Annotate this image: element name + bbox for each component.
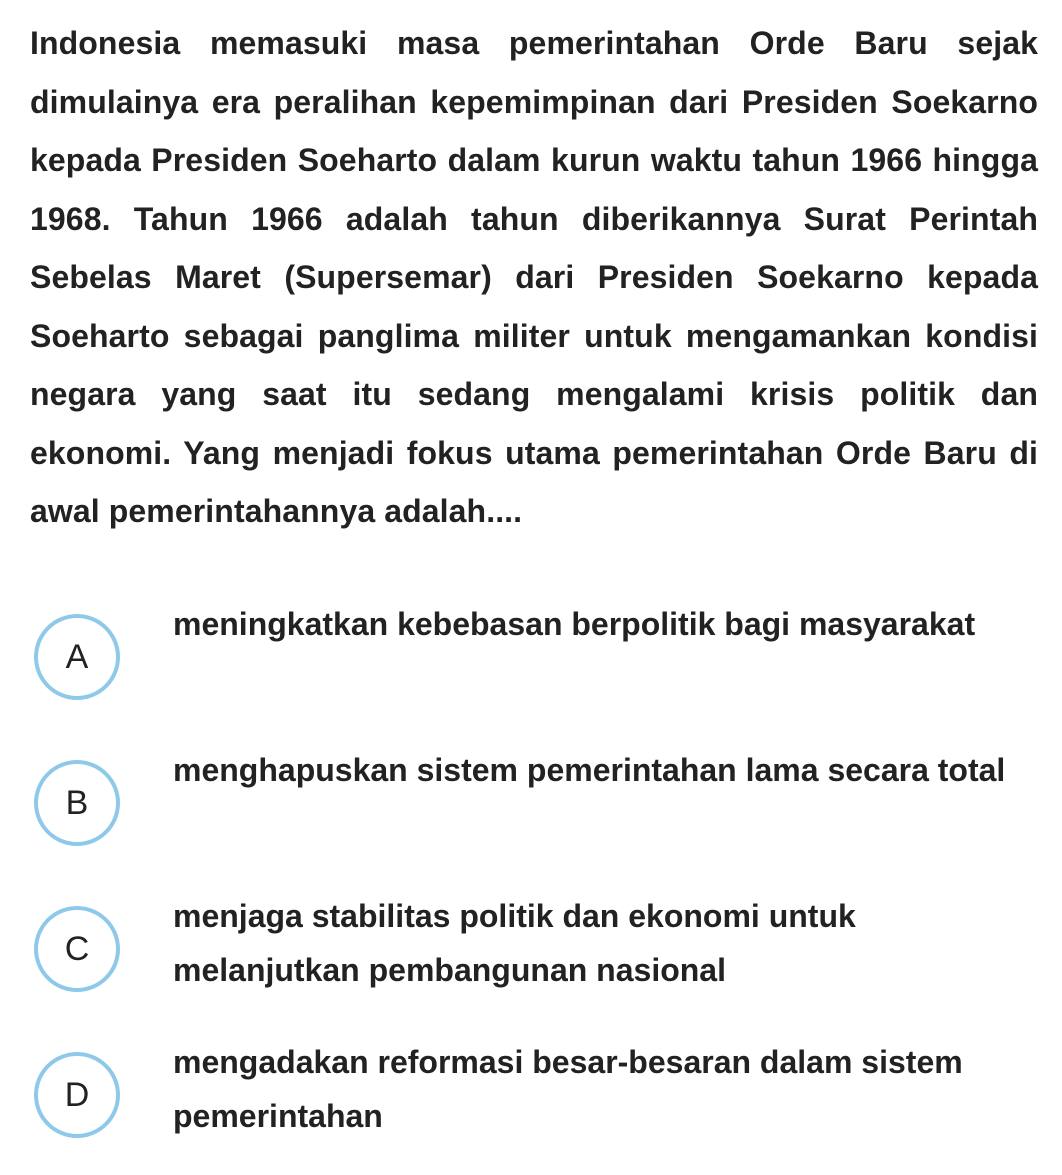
option-d[interactable]: [34, 1044, 1034, 1152]
option-d-letter[interactable]: D: [34, 1052, 120, 1138]
option-a-text: meningkatkan kebebasan berpolitik bagi masyarakat: [173, 606, 976, 642]
option-c[interactable]: [34, 898, 1034, 1006]
option-d-text: mengadakan reformasi besar-besaran dalam sistem pemerintahan: [173, 1044, 963, 1134]
option-b[interactable]: [34, 752, 1034, 860]
option-a[interactable]: [34, 606, 1034, 714]
option-b-text: menghapuskan sistem pemerintahan lama secara total: [173, 752, 1006, 788]
option-a-letter[interactable]: A: [34, 614, 120, 700]
option-b-letter[interactable]: B: [34, 760, 120, 846]
option-c-letter[interactable]: C: [34, 906, 120, 992]
question-text: Indonesia memasuki masa pemerintahan Orde Baru sejak dimulainya era peralihan kepemimpinan dari Presiden Soekarno kepada Presiden Soeharto dalam kurun waktu tahun 1966 hingga 1968. Tahun 1966 adalah tahun diberikannya Surat Perintah Sebelas Maret (Supersemar) dari Presiden Soekarno kepada Soeharto sebagai panglima militer untuk mengamankan kondisi negara yang saat itu sedang mengalami krisis politik dan ekonomi. Yang menjadi fokus utama pemerintahan Orde Baru di awal pemerintahannya adalah....: [30, 25, 1038, 529]
option-c-text: menjaga stabilitas politik dan ekonomi untuk melanjutkan pembangunan nasional: [173, 898, 856, 988]
